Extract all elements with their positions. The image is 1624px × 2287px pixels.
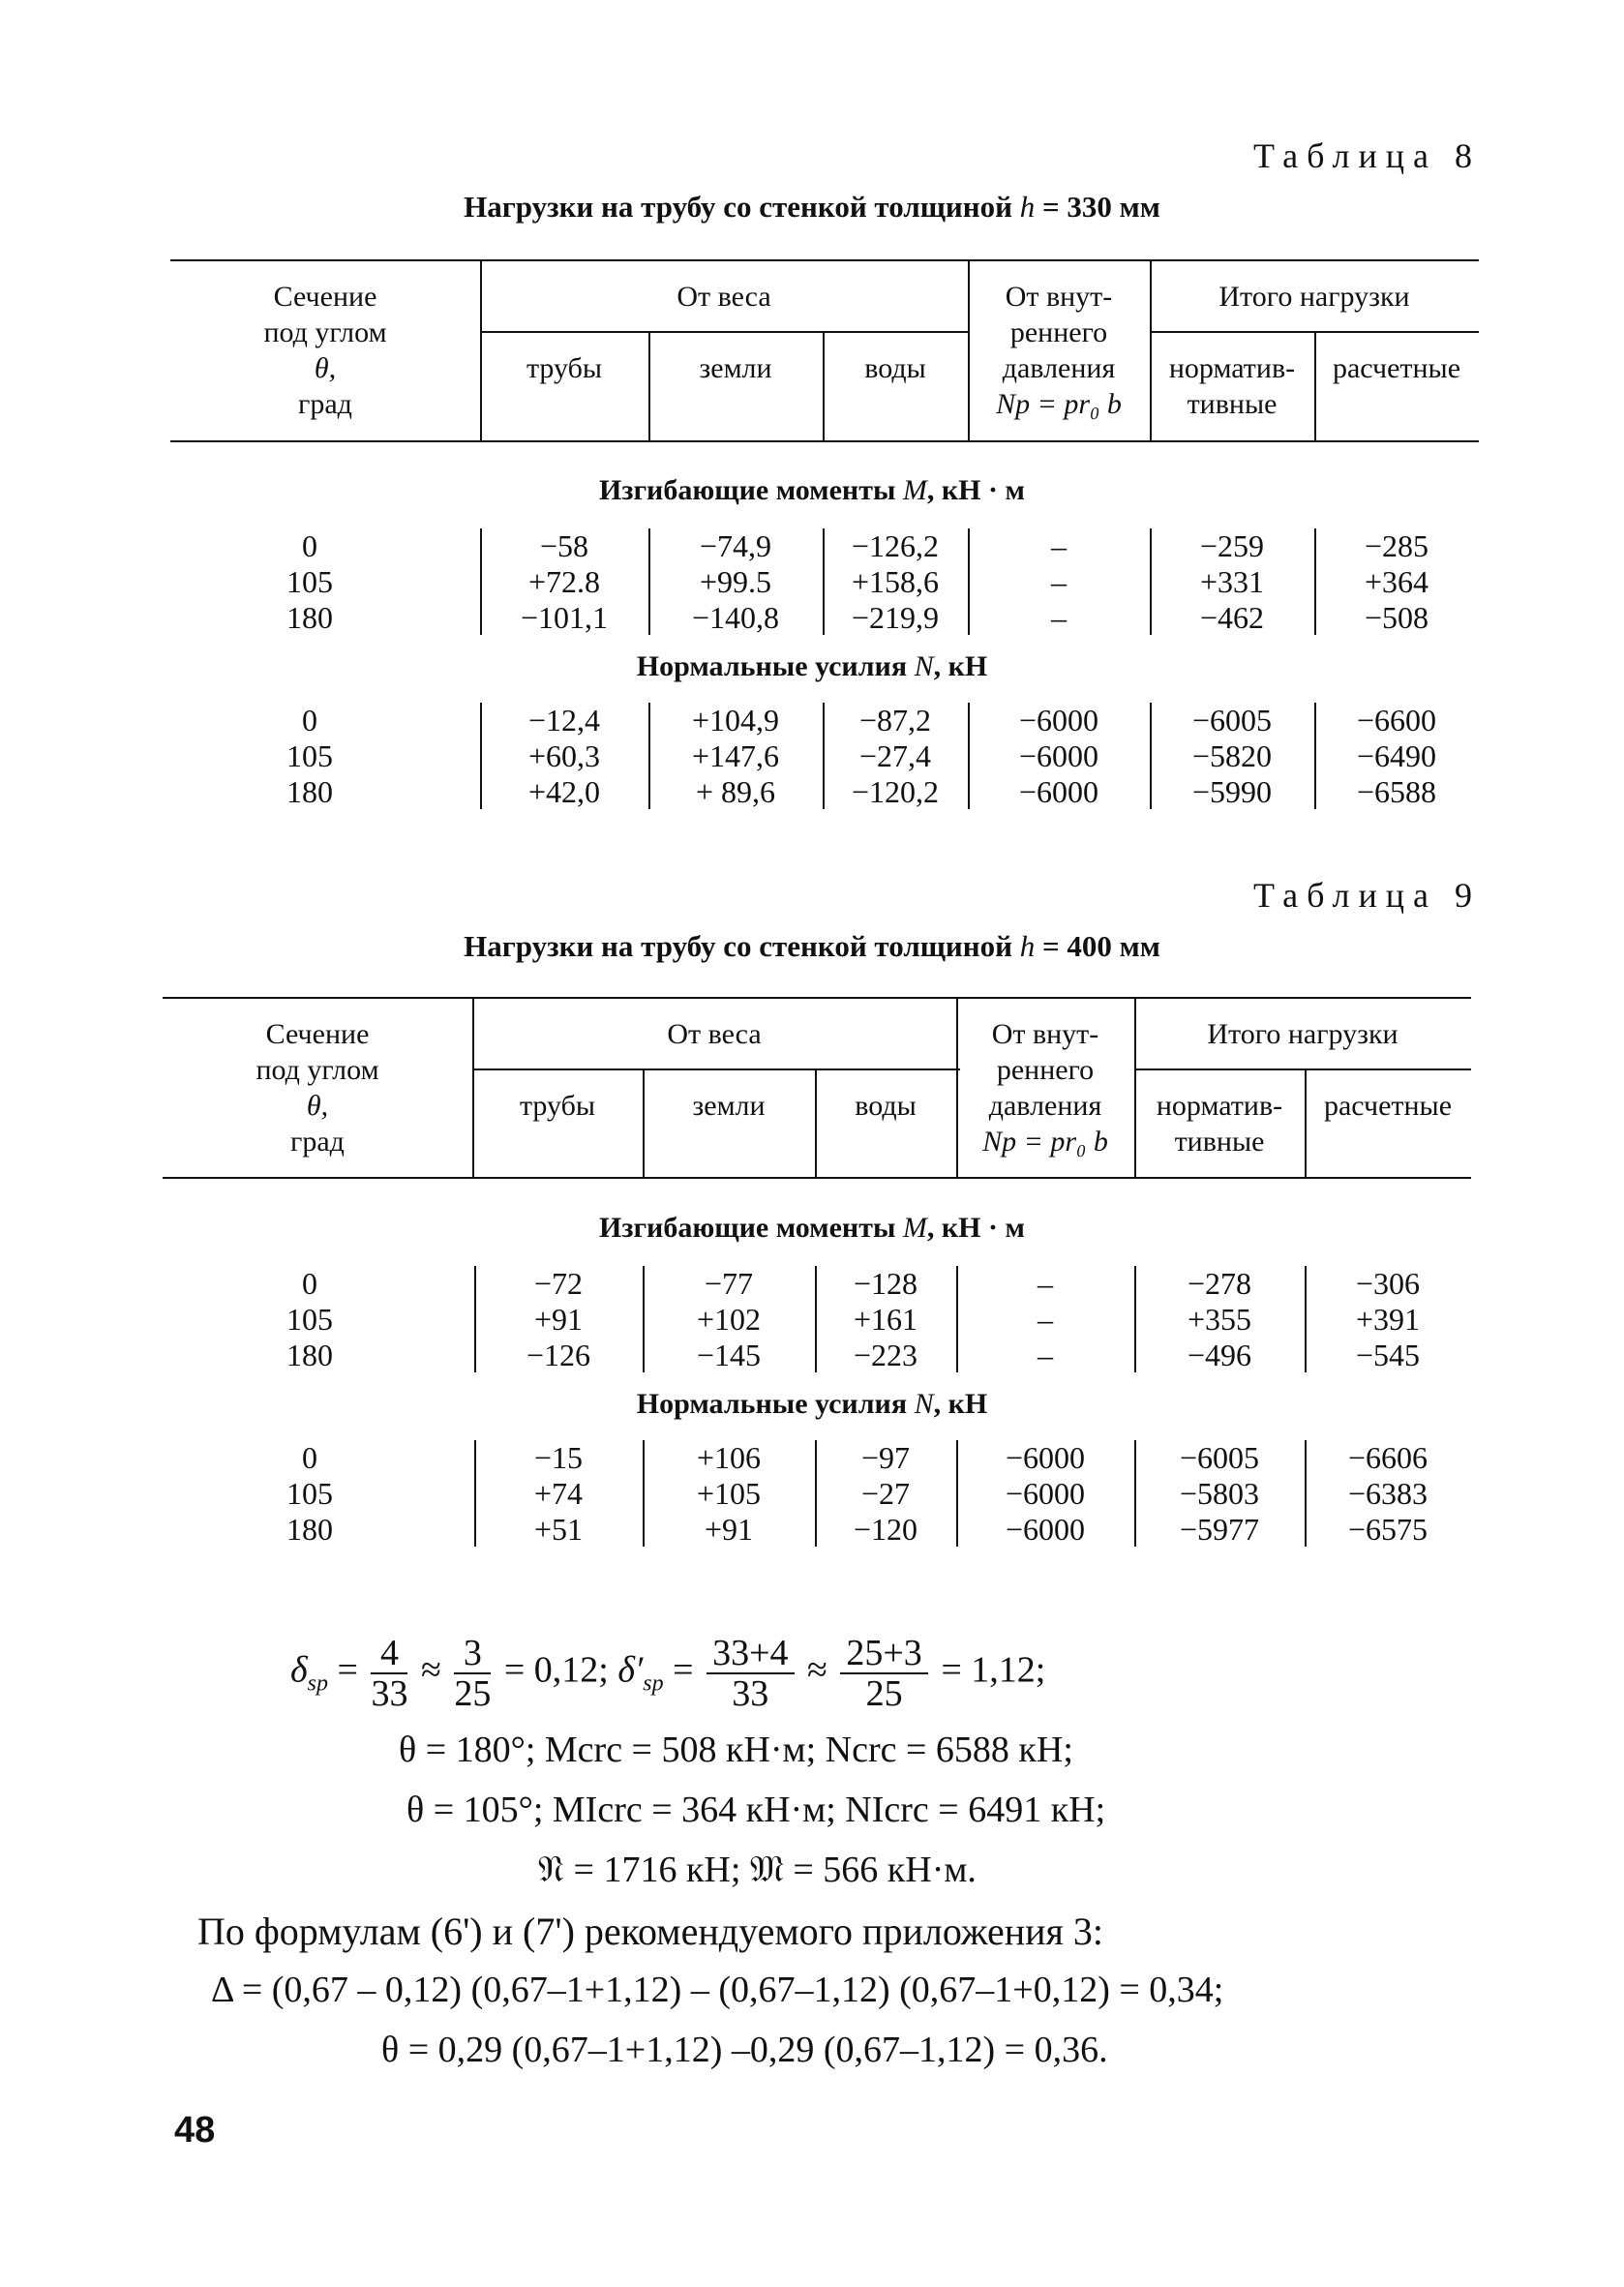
angle-cell: 105 bbox=[286, 1476, 333, 1511]
value-cell: −6383 bbox=[1347, 1476, 1429, 1511]
formula-theta-105: θ = 105°; MIcrc = 364 кН·м; NIcrc = 6491 кН; bbox=[406, 1790, 1106, 1830]
header-soil: земли bbox=[699, 352, 772, 384]
header-design: расчетные bbox=[1323, 1090, 1453, 1122]
value-cell: −6005 bbox=[1191, 703, 1273, 737]
section-text: Изгибающие моменты bbox=[599, 474, 896, 506]
fraction bbox=[840, 1634, 927, 1713]
header-line: норматив- bbox=[1156, 1090, 1283, 1122]
header-total: Итого нагрузки bbox=[1207, 1018, 1398, 1050]
value-cell: +74 bbox=[533, 1476, 584, 1511]
value-cell: −462 bbox=[1199, 600, 1265, 635]
header-line: реннего bbox=[996, 1054, 1095, 1086]
section-var: M bbox=[902, 1212, 927, 1244]
table-caption bbox=[0, 929, 1624, 964]
header-line: град bbox=[290, 1126, 345, 1158]
section-text: Изгибающие моменты bbox=[599, 1212, 896, 1244]
value-cell: −27 bbox=[860, 1476, 911, 1511]
header-pipe: трубы bbox=[519, 1090, 596, 1122]
value-cell: −6000 bbox=[1018, 774, 1099, 809]
header-line: реннего bbox=[1009, 316, 1108, 348]
formula-op: = bbox=[673, 1649, 694, 1691]
section-title-forces bbox=[0, 650, 1624, 683]
angle-cell: 180 bbox=[286, 600, 333, 635]
value-cell: −74,9 bbox=[699, 528, 772, 563]
value-cell: −126,2 bbox=[851, 528, 940, 563]
value-cell: +106 bbox=[696, 1440, 762, 1475]
header-section bbox=[170, 279, 480, 422]
section-var: N bbox=[914, 1388, 934, 1420]
angle-cell: 105 bbox=[286, 1302, 333, 1337]
value-cell: +355 bbox=[1187, 1302, 1252, 1337]
formula-result: = 1,12; bbox=[941, 1649, 1046, 1691]
section-unit: , кН bbox=[933, 1388, 988, 1420]
value-cell: −6588 bbox=[1356, 774, 1437, 809]
header-line: От внут- bbox=[1005, 281, 1113, 313]
section-unit: , кН · м bbox=[926, 1212, 1025, 1244]
angle-cell: 0 bbox=[302, 1266, 317, 1301]
header-water: воды bbox=[855, 1090, 917, 1122]
header-water: воды bbox=[864, 352, 926, 384]
table-top-rule bbox=[163, 997, 1471, 999]
value-cell: −6000 bbox=[1005, 1512, 1086, 1547]
header-line: Сечение bbox=[265, 1018, 370, 1050]
value-cell: + 89,6 bbox=[695, 774, 776, 809]
formula-op: ≈ bbox=[807, 1649, 827, 1691]
table-label: Таблица 8 bbox=[1253, 136, 1481, 175]
value-cell: −15 bbox=[533, 1440, 584, 1475]
value-cell: −496 bbox=[1187, 1338, 1252, 1372]
caption-text: Нагрузки на трубу со стенкой толщиной bbox=[464, 190, 1012, 224]
header-line: тивные bbox=[1187, 388, 1278, 420]
fraction-num: 25+3 bbox=[840, 1634, 927, 1674]
header-bottom-rule bbox=[170, 440, 1479, 442]
header-line: давления bbox=[1002, 352, 1116, 384]
header-line: От внут- bbox=[991, 1018, 1099, 1050]
value-cell: −5803 bbox=[1179, 1476, 1260, 1511]
value-cell: – bbox=[1038, 1266, 1053, 1301]
section-title-moments bbox=[0, 474, 1624, 507]
value-cell: −128 bbox=[853, 1266, 918, 1301]
section-title-forces bbox=[0, 1388, 1624, 1421]
value-cell: −508 bbox=[1364, 600, 1429, 635]
formula-symbol: δ bbox=[290, 1649, 308, 1691]
header-total: Итого нагрузки bbox=[1218, 281, 1410, 313]
header-section bbox=[163, 1016, 472, 1159]
value-cell: −97 bbox=[860, 1440, 911, 1475]
header-line: град bbox=[298, 388, 352, 420]
value-cell: −72 bbox=[533, 1266, 584, 1301]
paragraph-formulas: По формулам (6') и (7') рекомендуемого приложения 3: bbox=[197, 1910, 1104, 1953]
value-cell: +104,9 bbox=[691, 703, 780, 737]
angle-cell: 0 bbox=[302, 1440, 317, 1475]
header-line: Np = pr₀ b bbox=[996, 388, 1122, 420]
value-cell: +161 bbox=[853, 1302, 918, 1337]
value-cell: −6000 bbox=[1005, 1476, 1086, 1511]
section-var: M bbox=[902, 474, 927, 506]
value-cell: −145 bbox=[696, 1338, 762, 1372]
angle-cell: 105 bbox=[286, 564, 333, 599]
caption-var: h bbox=[1019, 190, 1036, 224]
value-cell: +99.5 bbox=[699, 564, 772, 599]
fraction-den: 25 bbox=[454, 1673, 492, 1714]
fraction-num: 4 bbox=[371, 1634, 407, 1674]
header-line: давления bbox=[988, 1090, 1102, 1122]
header-normative bbox=[1134, 1088, 1305, 1159]
value-cell: +147,6 bbox=[691, 738, 780, 773]
value-cell: −87,2 bbox=[858, 703, 932, 737]
value-cell: −285 bbox=[1364, 528, 1429, 563]
header-internal bbox=[968, 279, 1150, 422]
formula-result: = 0,12; bbox=[503, 1649, 609, 1691]
value-cell: −306 bbox=[1355, 1266, 1421, 1301]
header-soil: земли bbox=[692, 1090, 766, 1122]
formula-theta-result: θ = 0,29 (0,67–1+1,12) –0,29 (0,67–1,12) = 0,36. bbox=[381, 2030, 1108, 2070]
header-line: θ, bbox=[306, 1090, 329, 1122]
value-cell: +158,6 bbox=[851, 564, 940, 599]
caption-var: h bbox=[1019, 929, 1036, 963]
formula-delta: Δ = (0,67 – 0,12) (0,67–1+1,12) – (0,67–1,12) (0,67–1+0,12) = 0,34; bbox=[211, 1970, 1224, 2010]
value-cell: −219,9 bbox=[851, 600, 940, 635]
value-cell: +364 bbox=[1364, 564, 1429, 599]
section-text: Нормальные усилия bbox=[636, 1388, 908, 1420]
fraction-den: 33 bbox=[371, 1673, 408, 1714]
formula-sub: sp bbox=[307, 1670, 329, 1697]
formula-delta-sp bbox=[290, 1634, 1355, 1713]
value-cell: +391 bbox=[1355, 1302, 1421, 1337]
header-divider-weight bbox=[480, 331, 968, 333]
header-weight: От веса bbox=[677, 281, 771, 313]
value-cell: – bbox=[1038, 1302, 1053, 1337]
value-cell: – bbox=[1051, 564, 1067, 599]
value-cell: −140,8 bbox=[691, 600, 780, 635]
fraction bbox=[454, 1634, 491, 1713]
value-cell: −12,4 bbox=[527, 703, 601, 737]
header-divider-weight bbox=[472, 1068, 960, 1070]
fraction-num: 33+4 bbox=[707, 1634, 794, 1674]
caption-value: = 400 мм bbox=[1042, 929, 1160, 963]
header-divider-total bbox=[1134, 1068, 1471, 1070]
formula-forces-totals: 𝔑 = 1716 кН; 𝔐 = 566 кН·м. bbox=[538, 1850, 977, 1890]
value-cell: −77 bbox=[704, 1266, 754, 1301]
value-cell: −5990 bbox=[1191, 774, 1273, 809]
caption-text: Нагрузки на трубу со стенкой толщиной bbox=[464, 929, 1012, 963]
value-cell: +105 bbox=[696, 1476, 762, 1511]
value-cell: +91 bbox=[704, 1512, 754, 1547]
angle-cell: 180 bbox=[286, 1338, 333, 1372]
header-line: θ, bbox=[314, 352, 337, 384]
value-cell: +91 bbox=[533, 1302, 584, 1337]
angle-cell: 180 bbox=[286, 774, 333, 809]
value-cell: −545 bbox=[1355, 1338, 1421, 1372]
section-var: N bbox=[914, 650, 934, 682]
header-weight: От веса bbox=[667, 1018, 762, 1050]
value-cell: −6000 bbox=[1005, 1440, 1086, 1475]
value-cell: −120,2 bbox=[851, 774, 940, 809]
header-bottom-rule bbox=[163, 1177, 1471, 1179]
fraction-num: 3 bbox=[454, 1634, 491, 1674]
table-label: Таблица 9 bbox=[1253, 876, 1481, 915]
value-cell: −101,1 bbox=[520, 600, 609, 635]
value-cell: +51 bbox=[533, 1512, 584, 1547]
table-caption bbox=[0, 190, 1624, 225]
header-line: под углом bbox=[263, 316, 387, 348]
value-cell: −223 bbox=[853, 1338, 918, 1372]
angle-cell: 0 bbox=[302, 703, 317, 737]
formula-op: ≈ bbox=[420, 1649, 441, 1691]
value-cell: −6575 bbox=[1347, 1512, 1429, 1547]
fraction-den: 25 bbox=[865, 1673, 903, 1714]
fraction bbox=[371, 1634, 407, 1713]
value-cell: −6490 bbox=[1356, 738, 1437, 773]
fraction-den: 33 bbox=[732, 1673, 769, 1714]
section-title-moments bbox=[0, 1212, 1624, 1245]
formula-theta-180: θ = 180°; Mcrc = 508 кН·м; Ncrc = 6588 кН; bbox=[399, 1730, 1073, 1770]
angle-cell: 0 bbox=[302, 528, 317, 563]
value-cell: −6600 bbox=[1356, 703, 1437, 737]
header-line: Np = pr₀ b bbox=[982, 1126, 1108, 1158]
value-cell: −120 bbox=[853, 1512, 918, 1547]
header-line: тивные bbox=[1174, 1126, 1265, 1158]
value-cell: – bbox=[1038, 1338, 1053, 1372]
formula-sub: sp bbox=[643, 1670, 664, 1697]
fraction bbox=[707, 1634, 794, 1713]
value-cell: +42,0 bbox=[527, 774, 601, 809]
angle-cell: 180 bbox=[286, 1512, 333, 1547]
value-cell: −126 bbox=[526, 1338, 591, 1372]
angle-cell: 105 bbox=[286, 738, 333, 773]
value-cell: +60,3 bbox=[527, 738, 601, 773]
value-cell: −6606 bbox=[1347, 1440, 1429, 1475]
section-unit: , кН bbox=[933, 650, 988, 682]
value-cell: −6000 bbox=[1018, 703, 1099, 737]
value-cell: −5820 bbox=[1191, 738, 1273, 773]
value-cell: – bbox=[1051, 600, 1067, 635]
header-design: расчетные bbox=[1332, 352, 1461, 384]
section-text: Нормальные усилия bbox=[636, 650, 908, 682]
header-line: Сечение bbox=[273, 281, 377, 313]
header-pipe: трубы bbox=[526, 352, 603, 384]
value-cell: −27,4 bbox=[858, 738, 932, 773]
caption-value: = 330 мм bbox=[1042, 190, 1160, 224]
section-unit: , кН · м bbox=[926, 474, 1025, 506]
value-cell: +72.8 bbox=[527, 564, 601, 599]
header-line: норматив- bbox=[1168, 352, 1296, 384]
value-cell: −58 bbox=[539, 528, 589, 563]
value-cell: −259 bbox=[1199, 528, 1265, 563]
value-cell: −5977 bbox=[1179, 1512, 1260, 1547]
value-cell: – bbox=[1051, 528, 1067, 563]
value-cell: −6000 bbox=[1018, 738, 1099, 773]
formula-symbol: δ′ bbox=[617, 1649, 644, 1691]
header-internal bbox=[956, 1016, 1134, 1159]
table-top-rule bbox=[170, 259, 1479, 261]
value-cell: +102 bbox=[696, 1302, 762, 1337]
value-cell: −6005 bbox=[1179, 1440, 1260, 1475]
page-number: 48 bbox=[174, 2110, 216, 2151]
formula-op: = bbox=[337, 1649, 358, 1691]
header-normative bbox=[1150, 350, 1314, 422]
value-cell: +331 bbox=[1199, 564, 1265, 599]
header-line: под углом bbox=[256, 1054, 379, 1086]
value-cell: −278 bbox=[1187, 1266, 1252, 1301]
